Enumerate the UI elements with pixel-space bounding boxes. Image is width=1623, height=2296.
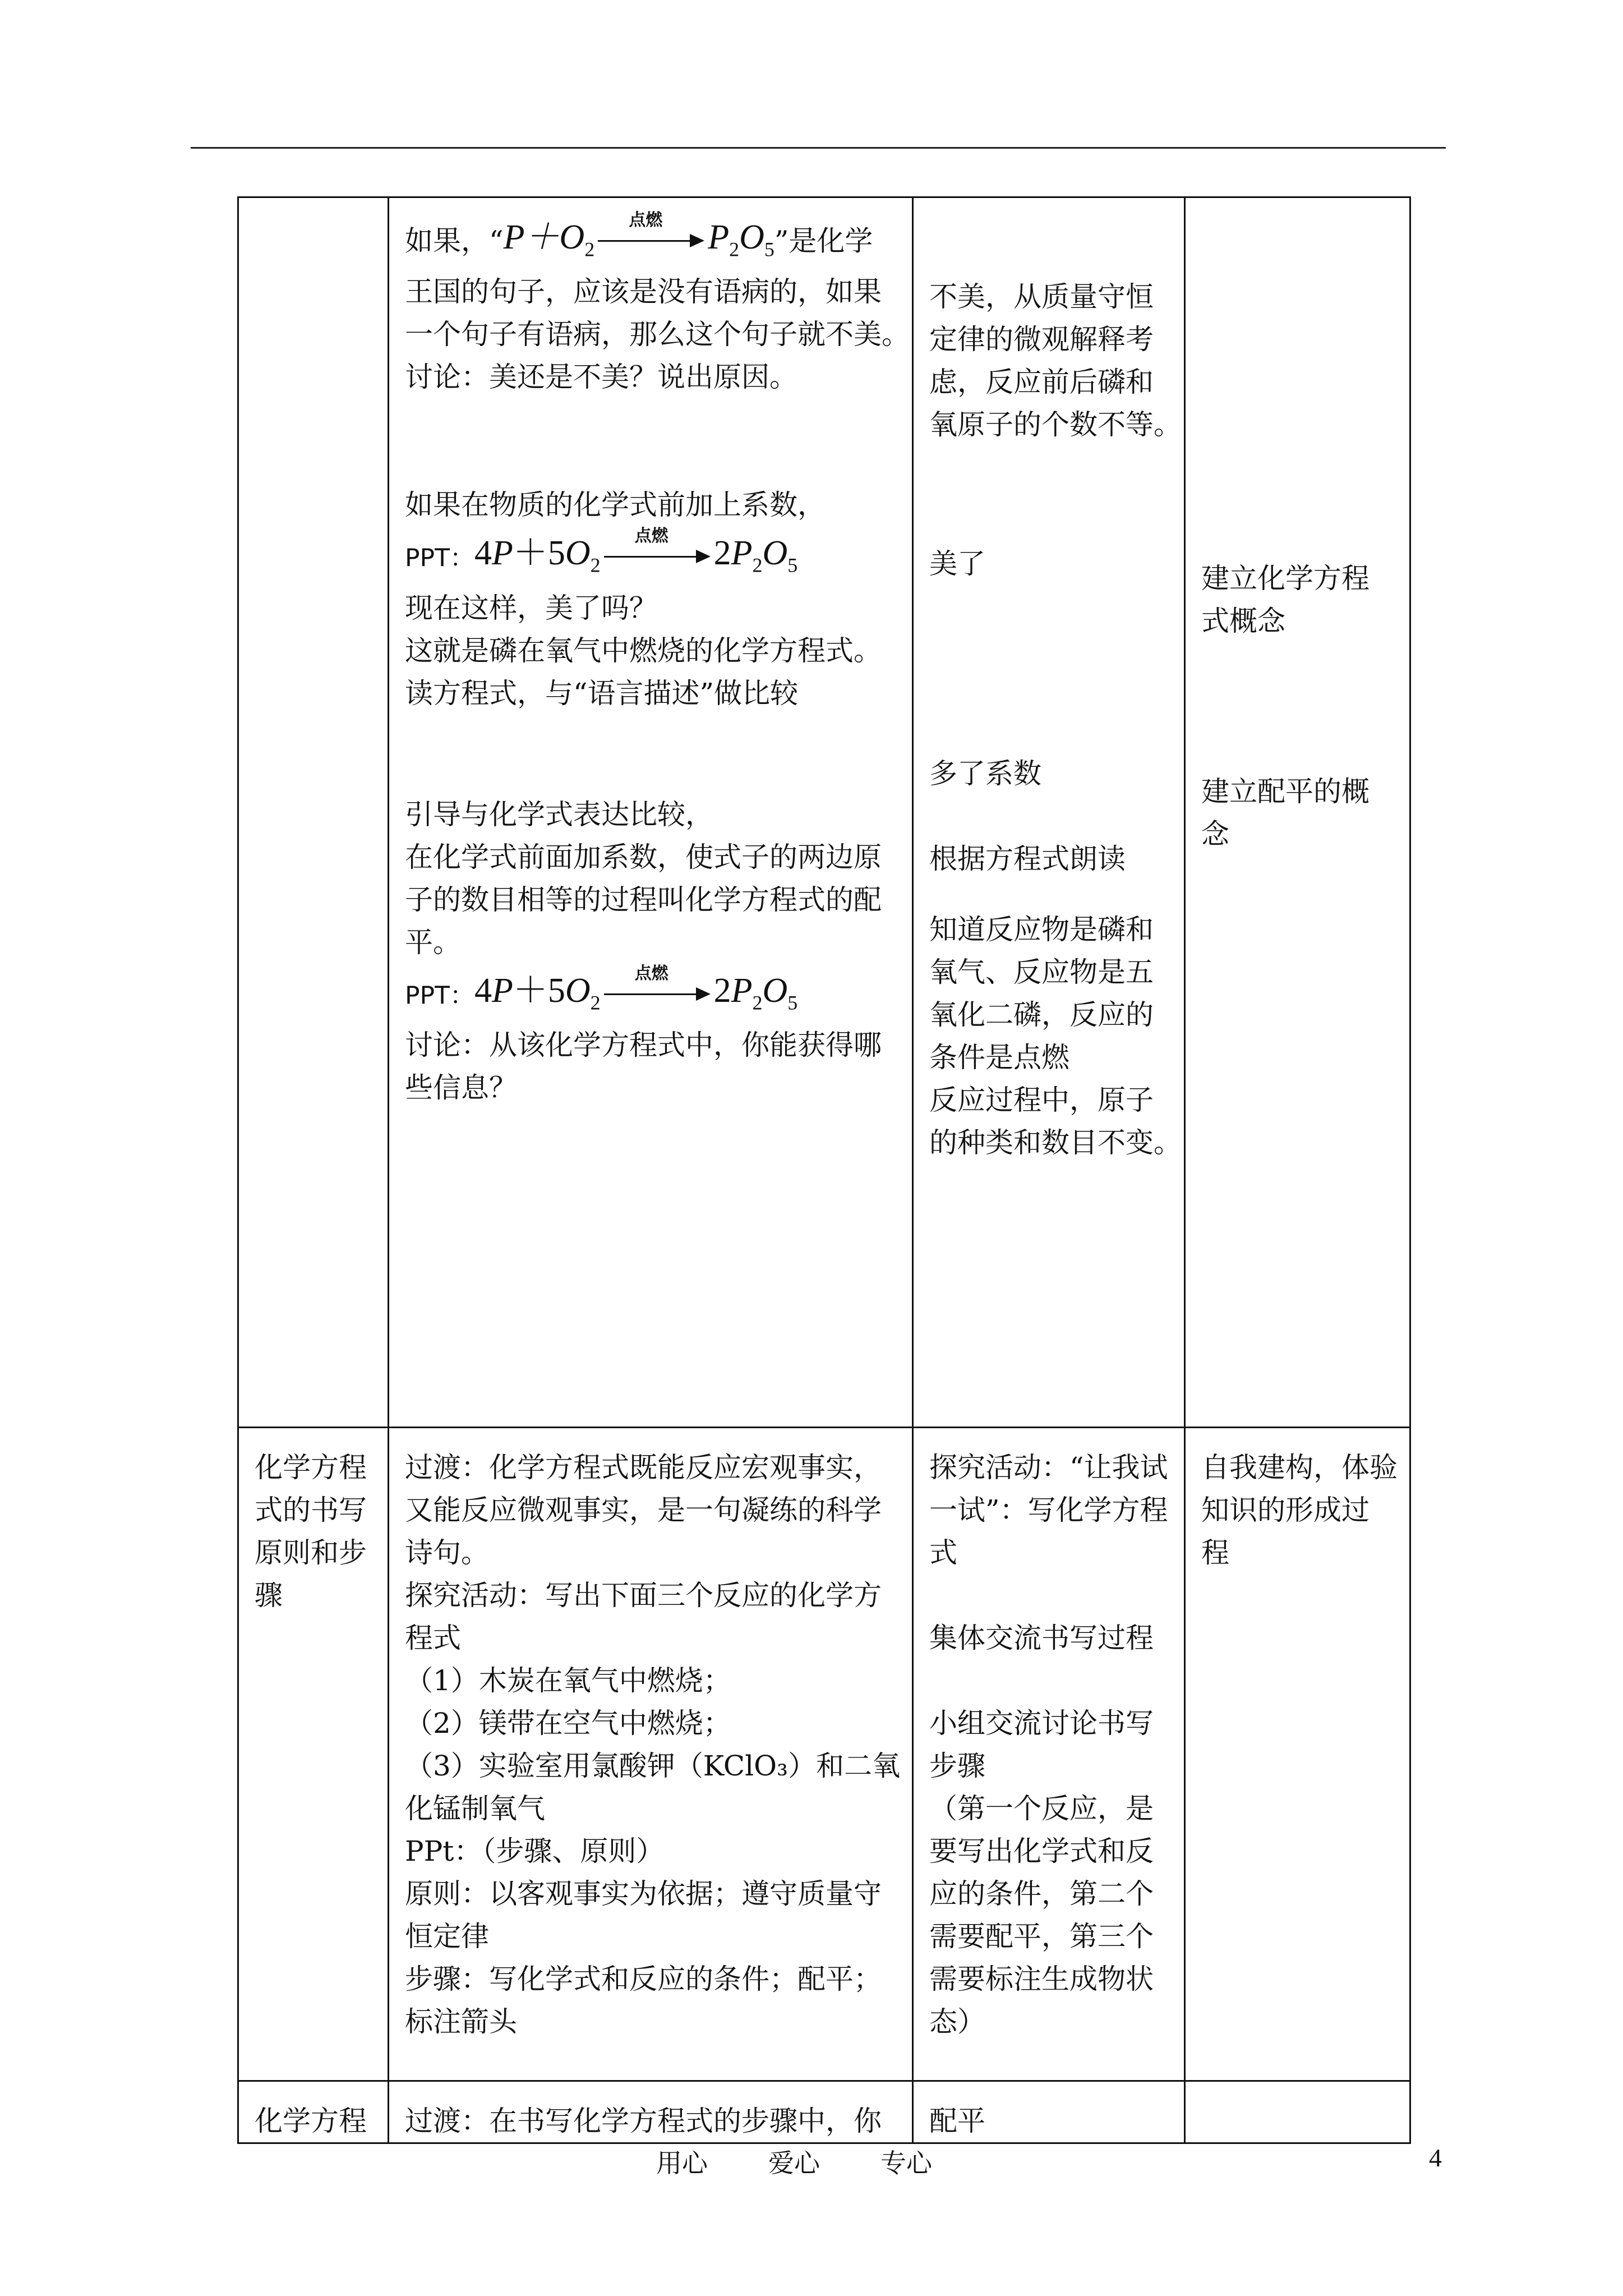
text-line: 虑，反应前后磷和: [929, 366, 1154, 398]
text-line: 集体交流书写过程: [929, 1622, 1154, 1654]
text-line: 步骤：写化学式和反应的条件；配平；: [405, 1963, 882, 1995]
design-intent-cell: [1185, 2081, 1410, 2143]
text-line: 自我建构，体验: [1201, 1451, 1398, 1484]
header-rule: [191, 147, 1446, 149]
equation-p-o2: [503, 210, 774, 270]
text-line: 一试”：写化学方程: [929, 1494, 1168, 1526]
text-line: 子的数目相等的过程叫化学方程式的配: [405, 883, 882, 916]
text-line: 根据方程式朗读: [929, 843, 1126, 875]
design-intent-cell: [1185, 197, 1410, 1428]
coef: 4: [474, 971, 492, 1010]
text-line: 平。: [405, 926, 461, 959]
text-line: 不美，从质量守恒: [929, 280, 1154, 313]
text-line: 应的条件，第二个: [929, 1878, 1154, 1910]
equation-line-2: [405, 526, 898, 586]
text-line: 一个句子有语病，那么这个句子就不美。: [405, 318, 910, 351]
eq-sub: 5: [764, 238, 774, 261]
text-line: 态）: [929, 2005, 985, 2038]
text-line: 在化学式前面加系数，使式子的两边原: [405, 840, 882, 873]
footer-motto: 用心: [656, 2148, 708, 2178]
page-number: 4: [1429, 2143, 1442, 2172]
eq-lhs: P＋O: [503, 218, 585, 256]
text-line: 过渡：化学方程式既能反应宏观事实，: [405, 1451, 882, 1484]
reaction-arrow: [598, 210, 704, 255]
text-line: 步骤: [929, 1750, 985, 1782]
formula: P: [491, 534, 513, 573]
footer-motto: 专心: [880, 2148, 932, 2178]
teacher-activity-cell: [389, 1428, 913, 2081]
text-line: 程式: [405, 1622, 461, 1654]
text-line: 配平: [929, 2105, 985, 2137]
table-row: [238, 1428, 1410, 2081]
teacher-activity-cell: [389, 2081, 913, 2143]
text-line: 美了: [929, 547, 985, 580]
formula: O: [762, 971, 788, 1010]
eq-sub: 2: [729, 238, 740, 261]
text-line: 骤: [255, 1579, 283, 1612]
equation-line-3: [405, 963, 898, 1024]
text-line: 原则和步: [255, 1536, 367, 1569]
text-line: 的种类和数目不变。: [929, 1126, 1182, 1159]
text-line: 建立配平的概: [1201, 775, 1370, 808]
reaction-arrow: [604, 526, 711, 570]
formula: O: [762, 534, 788, 573]
eq-sub: 2: [590, 554, 601, 577]
text-line: 这就是磷在氧气中燃烧的化学方程式。: [405, 634, 882, 667]
formula: P: [491, 971, 513, 1010]
text-line: 多了系数: [929, 757, 1041, 790]
coef: 4: [474, 534, 492, 573]
text-line: 要写出化学式和反: [929, 1835, 1154, 1867]
text-line: 式概念: [1201, 605, 1285, 637]
stage-cell: [238, 1428, 389, 2081]
reaction-condition: 点燃: [629, 210, 663, 230]
ppt-label: PPT：: [405, 544, 474, 573]
text-line: 氧气、反应物是五: [929, 956, 1154, 988]
text-line: （1）木炭在氧气中燃烧；: [405, 1664, 731, 1697]
text-line: 需要标注生成物状: [929, 1963, 1154, 1995]
text-line: 原则：以客观事实为依据；遵守质量守: [405, 1878, 882, 1910]
reaction-condition: 点燃: [634, 963, 668, 983]
text-line: 现在这样，美了吗？: [405, 591, 657, 624]
text-line: 讨论：从该化学方程式中，你能获得哪: [405, 1029, 882, 1062]
text-line: 条件是点燃: [929, 1041, 1069, 1074]
formula: P: [731, 534, 753, 573]
text-line: 知道反应物是磷和: [929, 913, 1154, 946]
stage-cell: [238, 197, 389, 1428]
text-line: 探究活动：写出下面三个反应的化学方: [405, 1579, 882, 1612]
text-line: 式: [929, 1536, 957, 1569]
text-line: PPt：（步骤、原则）: [405, 1835, 665, 1867]
text-line: 又能反应微观事实，是一句凝练的科学: [405, 1494, 882, 1526]
text-line: 反应过程中，原子: [929, 1084, 1154, 1116]
text-line: 恒定律: [405, 1920, 489, 1953]
text-line: 王国的句子，应该是没有语病的，如果: [405, 275, 882, 309]
text-line: 诗句。: [405, 1536, 489, 1569]
eq-sub: 2: [752, 554, 763, 577]
text: 如果，“: [405, 224, 504, 257]
reaction-arrow: [604, 963, 711, 1008]
stage-cell: [238, 2081, 389, 2143]
equation-4p-5o2: [474, 526, 798, 586]
student-activity-cell: [913, 197, 1185, 1428]
eq-rhs: O: [739, 218, 764, 256]
text-line: 探究活动：“让我试: [929, 1451, 1168, 1484]
formula: O: [565, 534, 591, 573]
text-line: 些信息？: [405, 1071, 517, 1105]
text-line: 小组交流讨论书写: [929, 1707, 1154, 1740]
table-row: [238, 197, 1410, 1428]
text-line: 如果在物质的化学式前加上系数，: [405, 489, 826, 522]
text-line: 化锰制氧气: [405, 1792, 545, 1825]
student-activity-cell: [913, 2081, 1185, 2143]
coef: 2: [713, 534, 731, 573]
design-intent-cell: [1185, 1428, 1410, 2081]
text: ”是化学: [774, 224, 873, 257]
eq-sub: 5: [787, 991, 798, 1014]
text-line: 标注箭头: [405, 2005, 517, 2038]
formula: O: [565, 971, 591, 1010]
text-line: 定律的微观解释考: [929, 323, 1154, 356]
text-line: 化学方程: [255, 1451, 367, 1484]
table-row: [238, 2081, 1410, 2143]
text-line: 知识的形成过: [1201, 1494, 1370, 1526]
text-line: （2）镁带在空气中燃烧；: [405, 1707, 731, 1740]
text-line: 式的书写: [255, 1494, 367, 1526]
eq-sub: 5: [787, 554, 798, 577]
eq-rhs: P: [708, 218, 730, 256]
text-line: 建立化学方程: [1201, 562, 1370, 595]
plus: ＋: [513, 971, 548, 1010]
text-line: 程: [1201, 1536, 1229, 1569]
text-line: 化学方程: [255, 2105, 367, 2137]
text-line: 需要配平，第三个: [929, 1920, 1154, 1953]
student-activity-cell: [913, 1428, 1185, 2081]
text-line: 氧原子的个数不等。: [929, 408, 1182, 441]
equation-4p-5o2: [474, 963, 798, 1024]
eq-sub: 2: [752, 991, 763, 1014]
text-line: （第一个反应，是: [929, 1792, 1154, 1825]
formula: P: [731, 971, 753, 1010]
equation-line-1: [405, 210, 898, 270]
plus: ＋: [513, 534, 548, 573]
text-line: （3）实验室用氯酸钾（KClO₃）和二氧: [405, 1750, 901, 1782]
footer-motto: 爱心: [768, 2148, 820, 2178]
text-line: 读方程式，与“语言描述”做比较: [405, 677, 799, 710]
lesson-plan-table: [237, 196, 1411, 2144]
text-line: 过渡：在书写化学方程式的步骤中，你: [405, 2105, 882, 2137]
text-line: 念: [1201, 818, 1229, 850]
text-line: 讨论：美还是不美？说出原因。: [405, 361, 797, 394]
text-line: 氧化二磷，反应的: [929, 999, 1154, 1031]
ppt-label: PPT：: [405, 981, 474, 1010]
teacher-activity-cell: [389, 197, 913, 1428]
coef: 2: [713, 971, 731, 1010]
reaction-condition: 点燃: [634, 526, 668, 546]
eq-sub: 2: [584, 238, 595, 261]
text-line: 引导与化学式表达比较，: [405, 798, 713, 831]
coef: 5: [547, 971, 565, 1010]
eq-sub: 2: [590, 991, 601, 1014]
coef: 5: [547, 534, 565, 573]
